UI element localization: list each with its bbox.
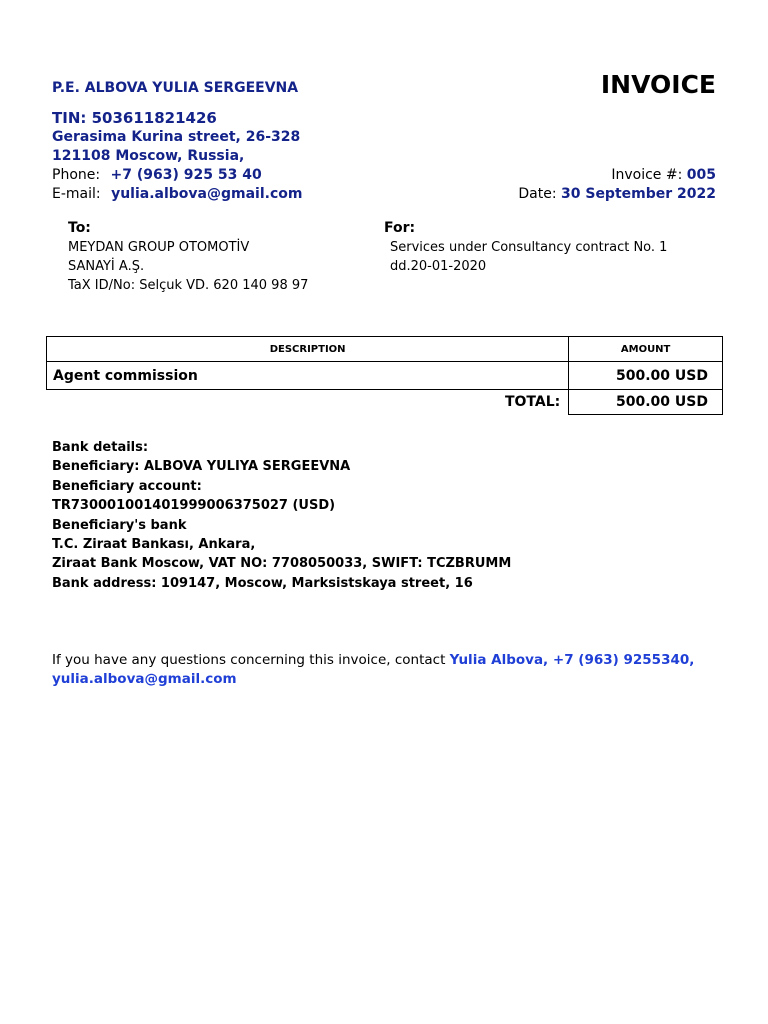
invoice-number: 005 [686,167,716,183]
beneficiary-account-number: TR730001001401999006375027 (USD) [52,498,336,514]
for-block [384,219,667,276]
table-row [47,362,723,390]
invoice-number-line [611,167,716,183]
beneficiary-account-label: Beneficiary account: [52,478,202,494]
to-line-3: TaX ID/No: Selçuk VD. 620 140 98 97 [68,278,309,293]
item-amount: 500.00 USD [569,362,723,390]
email-label: E-mail: [52,186,101,202]
bank-branch: Ziraat Bank Moscow, VAT NO: 7708050033, SWIFT: TCZBRUMM [52,556,512,572]
company-name: P.E. ALBOVA YULIA SERGEEVNA [52,80,299,96]
email-line [52,186,302,202]
bank-address: Bank address: 109147, Moscow, Marksistskaya street, 16 [52,575,473,591]
item-description: Agent commission [47,362,569,390]
items-table [46,336,723,415]
bank-details-block [52,438,511,593]
address-line-1: Gerasima Kurina street, 26-328 [52,129,301,145]
bank-details-heading: Bank details: [52,440,149,455]
table-header-row [47,337,723,362]
phone-label: Phone: [52,167,101,183]
contact-prefix: If you have any questions concerning this invoice, contact [52,652,446,668]
date-label: Date: [518,186,557,202]
for-line-2: dd.20-01-2020 [390,259,487,274]
beneficiary-name: Beneficiary: ALBOVA YULIYA SERGEEVNA [52,459,351,475]
bill-to-block [68,219,308,295]
bank-name: T.C. Ziraat Bankası, Ankara, [52,537,256,553]
for-label: For: [384,220,416,236]
amount-header: AMOUNT [569,337,723,362]
email-link[interactable]: yulia.albova@gmail.com [111,186,303,202]
to-label: To: [68,220,91,236]
phone-line [52,167,262,183]
date-line [518,186,716,202]
total-label: TOTAL: [504,394,561,411]
description-header: DESCRIPTION [47,337,569,362]
for-line-1: Services under Consultancy contract No. 1 [390,240,668,255]
total-row [47,390,723,415]
contact-email[interactable]: yulia.albova@gmail.com [52,671,237,687]
contact-note [52,651,694,689]
invoice-date: 30 September 2022 [561,186,716,202]
total-amount: 500.00 USD [569,390,723,415]
invoice-heading: INVOICE [600,70,716,99]
phone-number: +7 (963) 925 53 40 [110,167,262,183]
invoice-number-label: Invoice #: [611,167,683,183]
to-line-2: SANAYİ A.Ş. [68,259,145,274]
address-line-2: 121108 Moscow, Russia, [52,148,245,164]
beneficiary-bank-label: Beneficiary's bank [52,517,187,533]
tin-number: TIN: 503611821426 [52,109,217,127]
contact-details[interactable]: Yulia Albova, +7 (963) 9255340, [449,652,695,668]
to-line-1: MEYDAN GROUP OTOMOTİV [68,240,250,255]
